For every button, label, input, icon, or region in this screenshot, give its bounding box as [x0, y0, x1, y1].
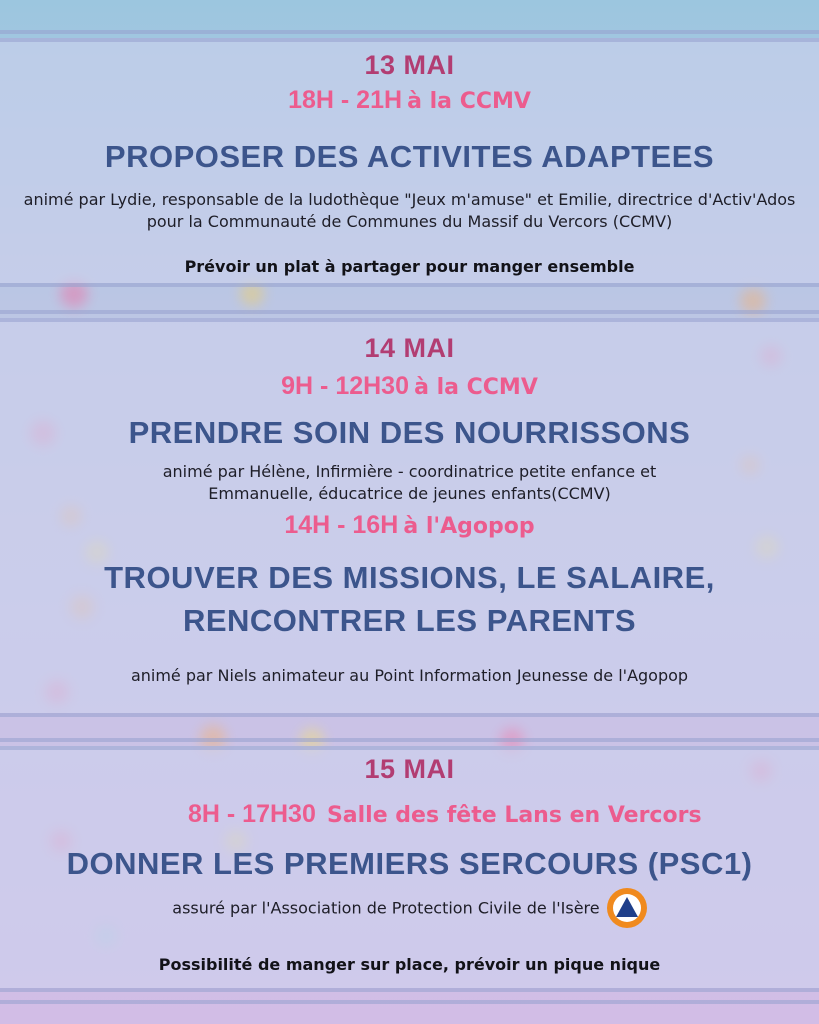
session-place: à la CCMV — [414, 375, 538, 400]
session-time: 14H - 16H — [284, 511, 399, 539]
section-date: 14 MAI — [364, 333, 455, 363]
divider-line — [0, 310, 819, 314]
section-date: 13 MAI — [364, 50, 455, 80]
session-note: Possibilité de manger sur place, prévoir un pique nique — [158, 955, 661, 974]
divider-line — [0, 30, 819, 34]
session-time-row — [0, 372, 819, 401]
session-time-row — [188, 800, 702, 829]
divider-line — [0, 746, 819, 750]
section-date: 15 MAI — [364, 754, 455, 784]
session-time: 8H - 17H30 — [188, 800, 316, 828]
session-description: animé par Niels animateur au Point Information Jeunesse de l'Agopop — [130, 666, 689, 685]
session-place: à l'Agopop — [403, 514, 535, 539]
session-description-row — [0, 888, 819, 928]
session-time: 9H - 12H30 — [281, 372, 409, 400]
session-title-line-2: RENCONTRER LES PARENTS — [182, 603, 637, 638]
divider-line — [0, 738, 819, 742]
session-time-row — [0, 511, 819, 540]
session-description: assuré par l'Association de Protection Civile de l'Isère — [172, 898, 600, 918]
session-time-row — [0, 86, 819, 115]
session-description: animé par Hélène, Infirmière - coordinatrice petite enfance et Emmanuelle, éducatrice de jeunes enfants(CCMV) — [162, 462, 657, 503]
divider-line — [0, 318, 819, 322]
divider-line — [0, 713, 819, 717]
divider-line — [0, 988, 819, 992]
session-description: animé par Lydie, responsable de la ludothèque "Jeux m'amuse" et Emilie, directrice d'Activ'Ados pour la Communauté de Communes du Massif du Vercors (CCMV) — [23, 190, 796, 231]
protection-civile-logo-icon — [607, 888, 647, 928]
session-place: à la CCMV — [407, 89, 531, 114]
session-title: DONNER LES PREMIERS SERCOURS (PSC1) — [66, 846, 753, 881]
divider-line — [0, 283, 819, 287]
session-place: Salle des fête Lans en Vercors — [326, 803, 702, 828]
divider-line — [0, 38, 819, 42]
session-title: PROPOSER DES ACTIVITES ADAPTEES — [104, 139, 715, 174]
session-title: PRENDRE SOIN DES NOURRISSONS — [128, 415, 691, 450]
divider-line — [0, 1000, 819, 1004]
session-time: 18H - 21H — [288, 86, 403, 114]
session-title-line-1: TROUVER DES MISSIONS, LE SALAIRE, — [104, 560, 715, 595]
session-note: Prévoir un plat à partager pour manger ensemble — [184, 257, 635, 276]
